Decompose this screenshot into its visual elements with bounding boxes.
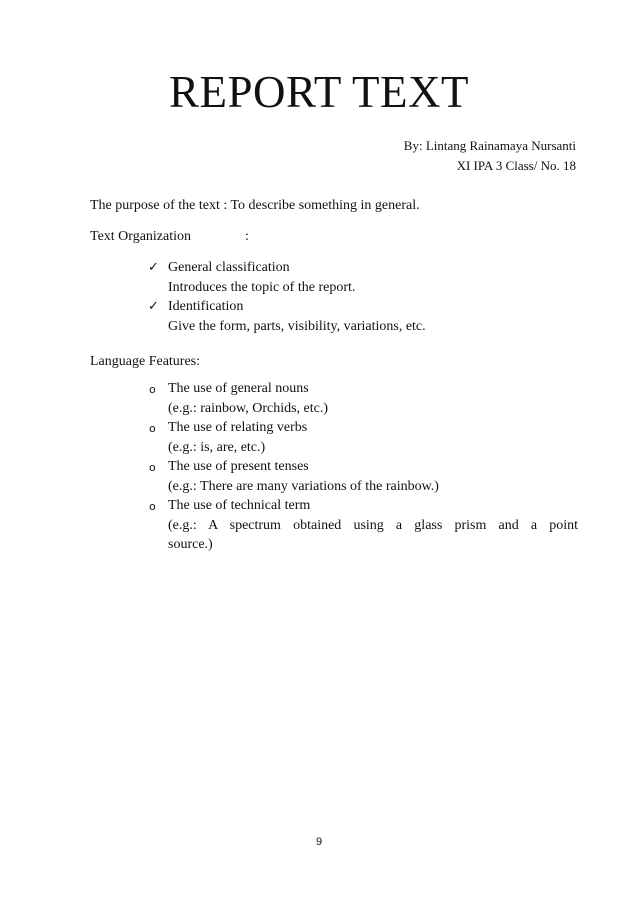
- list-item-detail: (e.g.: is, are, etc.): [168, 439, 266, 455]
- list-item-detail: Give the form, parts, visibility, variations, etc.: [168, 318, 426, 334]
- list-item-detail: (e.g.: There are many variations of the rainbow.): [168, 478, 439, 494]
- list-item-heading: The use of present tenses: [168, 459, 309, 474]
- list-item-heading: Identification: [168, 299, 244, 314]
- list-item: [148, 379, 578, 418]
- circle-bullet-icon: o: [149, 461, 156, 474]
- check-icon: ✓: [148, 299, 159, 314]
- list-item-detail: Introduces the topic of the report.: [168, 279, 356, 295]
- purpose-line: The purpose of the text : To describe something in general.: [90, 198, 420, 213]
- language-features-heading: Language Features:: [90, 354, 201, 369]
- list-item: [148, 258, 426, 297]
- text-organization-heading: [90, 228, 249, 246]
- list-item: [148, 297, 426, 336]
- list-item: [148, 418, 578, 457]
- author-name: By: Lintang Rainamaya Nursanti: [403, 138, 576, 153]
- list-item: [148, 496, 578, 555]
- list-item-heading: The use of relating verbs: [168, 420, 308, 435]
- circle-bullet-icon: o: [149, 422, 156, 435]
- list-item-heading: General classification: [168, 260, 290, 275]
- circle-bullet-icon: o: [149, 500, 156, 513]
- text-organization-list: [148, 258, 426, 336]
- list-item-heading: The use of general nouns: [168, 381, 309, 396]
- page-number: 9: [315, 836, 323, 848]
- text-organization-colon: :: [245, 229, 249, 244]
- list-item: [148, 457, 578, 496]
- class-info: XI IPA 3 Class/ No. 18: [456, 158, 576, 173]
- circle-bullet-icon: o: [149, 383, 156, 396]
- list-item-detail: (e.g.: A spectrum obtained using a glass prism and a point source.): [168, 517, 578, 552]
- text-organization-label: Text Organization: [90, 229, 192, 244]
- list-item-detail: (e.g.: rainbow, Orchids, etc.): [168, 400, 329, 416]
- check-icon: ✓: [148, 260, 159, 275]
- byline: [404, 136, 576, 176]
- page-title: REPORT TEXT: [169, 67, 469, 117]
- list-item-heading: The use of technical term: [168, 498, 311, 513]
- language-features-list: [148, 379, 578, 555]
